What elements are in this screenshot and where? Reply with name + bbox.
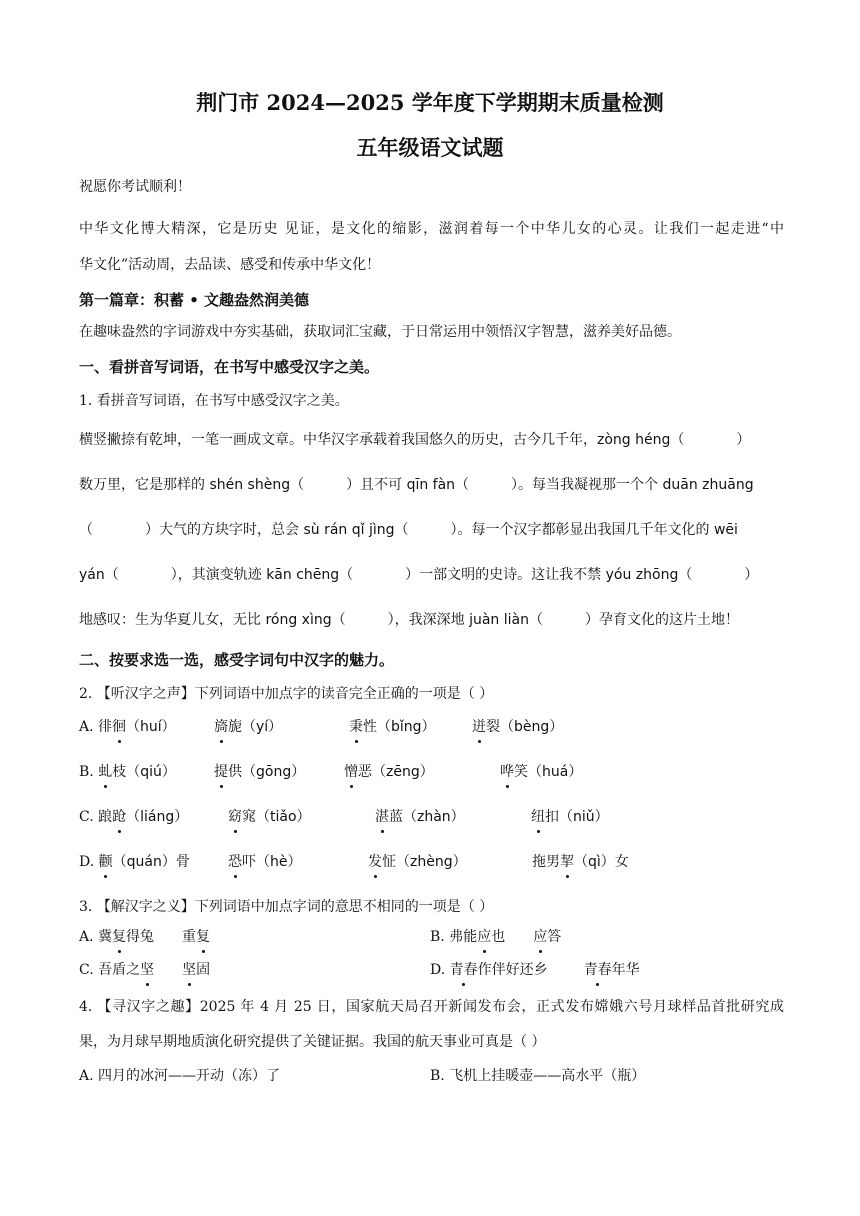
question-4-stem-1: 4. 【寻汉字之趣】2025 年 4 月 25 日，国家航天局召开新闻发布会，正式发布嫦娥六号月球样品首批研究成 [79, 999, 784, 1015]
q2-option-b[interactable]: B. 虬枝（qiú） [79, 761, 176, 783]
text: 大气的方块字时，总会 [159, 522, 304, 538]
q2-option-d-4: 拖男挈（qì）女 [532, 851, 629, 873]
pinyin: kān chēng [266, 567, 340, 583]
text: ，其演变轨迹 [177, 567, 267, 583]
q2-option-c-3: 湛蓝（zhàn） [375, 806, 465, 828]
text: 地感叹：生为华夏儿女，无比 [79, 612, 266, 628]
question-2-stem: 2. 【听汉字之声】下列词语中加点字的读音完全正确的一项是（ ） [79, 686, 494, 702]
pinyin-line-4 [79, 564, 784, 586]
text: 且不可 [360, 477, 407, 493]
q2-option-a-3: 秉性（bǐng） [349, 716, 436, 738]
q3-option-d[interactable]: D. 青春作伴好还乡 青春年华 [430, 959, 640, 981]
q3-option-b[interactable]: B. 弗能应也 应答 [430, 926, 561, 948]
q2-option-d-2: 恐吓（hè） [228, 851, 302, 873]
text: 。每一个汉字都彰显出我国几千年文化的 [457, 522, 714, 538]
q3-option-c[interactable]: C. 吾盾之坚 坚固 [79, 959, 210, 981]
question-4-stem-2: 果，为月球早期地质演化研究提供了关键证据。我国的航天事业可真是（ ） [79, 1034, 546, 1050]
q2-option-c-4: 纽扣（niǔ） [531, 806, 609, 828]
pinyin: sù rán qǐ jìng [303, 522, 395, 538]
pinyin: duān zhuāng [662, 477, 754, 493]
pinyin-line-2 [79, 474, 784, 496]
q2-option-c[interactable]: C. 踉跄（liáng） [79, 806, 188, 828]
pinyin-line-5 [79, 609, 784, 631]
q2-option-a-2: 旖旎（yí） [214, 716, 282, 738]
chapter-heading: 第一篇章：积蓄 • 文趣盎然润美德 [79, 291, 310, 309]
pinyin: róng xìng [265, 612, 332, 628]
pinyin: juàn liàn [469, 612, 529, 628]
text: 孕育文化的这片土地！ [598, 612, 739, 628]
text: 。每当我凝视那一个个 [518, 477, 663, 493]
answer-blank[interactable]: （ ） [394, 522, 458, 538]
text: 数万里，它是那样的 [79, 477, 210, 493]
intro-line-1: 中华文化博大精深，它是历史 见证，是文化的缩影，滋润着每一个中华儿女的心灵。让我们一起走进“中 [79, 221, 784, 237]
pinyin: wēi [713, 522, 738, 538]
intro-line-2: 华文化”活动周，去品读、感受和传承中华文化！ [79, 257, 381, 273]
answer-blank[interactable]: （ ） [455, 477, 519, 493]
section1-heading: 一、看拼音写词语，在书写中感受汉字之美。 [79, 358, 380, 376]
q2-option-d[interactable]: D. 颧（quán）骨 [79, 851, 190, 873]
q2-option-a[interactable]: A. 徘徊（huí） [79, 716, 176, 738]
greeting: 祝愿你考试顺利！ [79, 179, 191, 195]
pinyin: yán [79, 567, 105, 583]
text: 横竖撇捺有乾坤，一笔一画成文章。中华汉字承载着我国悠久的历史，古今几千年， [79, 432, 597, 448]
answer-blank[interactable]: （ ） [670, 432, 751, 448]
question-1-stem: 1. 看拼音写词语，在书写中感受汉字之美。 [79, 393, 349, 409]
pinyin-line-1 [79, 429, 784, 451]
page-title: 荆门市 2024—2025 学年度下学期期末质量检测 [196, 90, 664, 115]
answer-blank[interactable]: （ ） [79, 522, 159, 538]
q2-option-c-2: 窈窕（tiǎo） [228, 806, 311, 828]
q4-option-b[interactable]: B. 飞机上挂暖壶——高水平（瓶） [430, 1068, 646, 1084]
answer-blank[interactable]: （ ） [331, 612, 395, 628]
text: ，我深深地 [394, 612, 470, 628]
section2-heading: 二、按要求选一选，感受字词句中汉字的魅力。 [79, 651, 395, 669]
question-3-stem: 3. 【解汉字之义】下列词语中加点字词的意思不相同的一项是（ ） [79, 899, 494, 915]
q2-option-b-4: 哗笑（huá） [500, 761, 582, 783]
pinyin: zòng héng [597, 432, 671, 448]
text: 一部文明的史诗。这让我不禁 [419, 567, 606, 583]
answer-blank[interactable]: （ ） [528, 612, 599, 628]
page-subtitle: 五年级语文试题 [356, 135, 504, 160]
q3-option-a[interactable]: A. 冀复得兔 重复 [79, 926, 210, 948]
pinyin: shén shèng [209, 477, 291, 493]
pinyin: yóu zhōng [605, 567, 679, 583]
pinyin: qīn fàn [406, 477, 456, 493]
pinyin-line-3 [79, 519, 784, 541]
chapter-desc: 在趣味盎然的字词游戏中夯实基础，获取词汇宝藏，于日常运用中领悟汉字智慧，滋养美好品德。 [79, 324, 681, 340]
answer-blank[interactable]: （ ） [104, 567, 178, 583]
answer-blank[interactable]: （ ） [339, 567, 420, 583]
q4-option-a[interactable]: A. 四月的冰河——开动（冻）了 [79, 1068, 281, 1084]
q2-option-b-3: 憎恶（zēng） [344, 761, 434, 783]
answer-blank[interactable]: （ ） [290, 477, 361, 493]
q2-option-a-4: 迸裂（bèng） [472, 716, 563, 738]
q2-option-b-2: 提供（gōng） [214, 761, 305, 783]
q2-option-d-3: 发怔（zhèng） [368, 851, 467, 873]
answer-blank[interactable]: （ ） [678, 567, 759, 583]
